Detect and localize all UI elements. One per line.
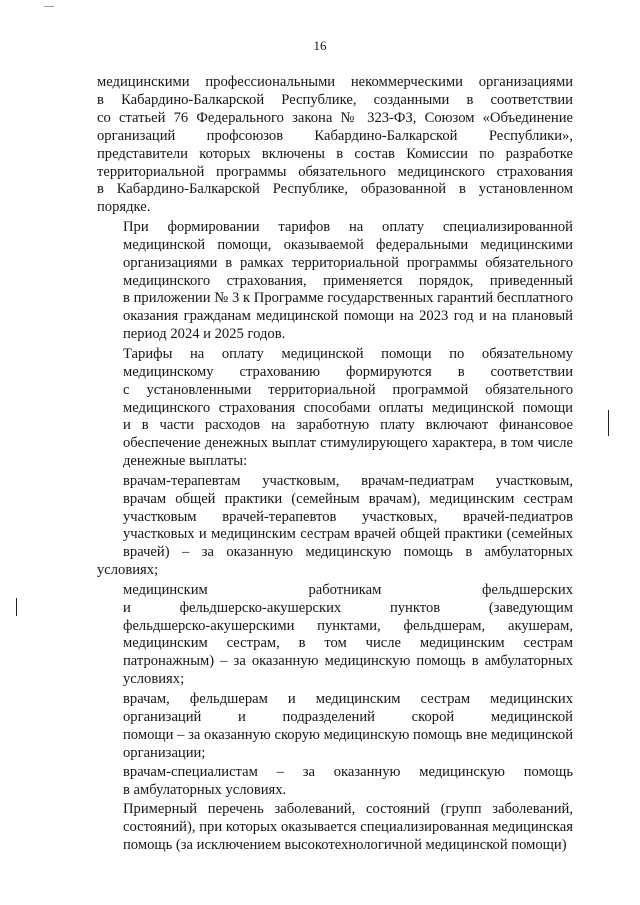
- text-line: врачей) – за оказанную медицинскую помощь в амбулаторных условиях;: [97, 544, 573, 579]
- text-line: врачам-терапевтам участковым, врачам-педиатрам участковым,: [123, 472, 573, 489]
- text-line: медицинскими профессиональными некоммерческими организациями: [97, 74, 573, 90]
- paragraph: [97, 801, 573, 855]
- paragraph: [97, 582, 573, 689]
- text-line: территориальной программы обязательного медицинского страхования: [97, 163, 573, 180]
- text-line: оказания гражданам медицинской помощи на 2023 год и на плановый: [123, 308, 573, 325]
- text-line: организациями в рамках территориальной программы обязательного: [123, 254, 573, 271]
- text-line: помощи – за оказанную скорую медицинскую помощь вне медицинской: [123, 726, 573, 743]
- scan-artifact-line: [44, 6, 54, 7]
- text-line: фельдшерско-акушерскими пунктами, фельдшерам, акушерам,: [123, 617, 573, 634]
- text-line: врачам, фельдшерам и медицинским сестрам медицинских: [123, 690, 573, 707]
- scan-artifact-line: [608, 410, 609, 436]
- text-line: Примерный перечень заболеваний, состояний (групп заболеваний,: [123, 801, 573, 818]
- text-line: Тарифы на оплату медицинской помощи по обязательному: [123, 345, 573, 362]
- text-line: период 2024 и 2025 годов.: [123, 326, 286, 343]
- text-line: со статьей 76 Федерального закона № 323-ФЗ, Союзом «Объединение: [97, 109, 573, 126]
- page-number: 16: [313, 38, 327, 53]
- text-line: участковым врачей-терапевтов участковых, врачей-педиатров: [123, 508, 573, 525]
- text-line: порядке.: [97, 199, 151, 216]
- paragraph: [97, 346, 573, 471]
- text-line: участковых и медицинским сестрам врачей общей практики (семейных: [123, 526, 573, 543]
- text-line: При формировании тарифов на оплату специализированной: [123, 218, 573, 235]
- text-line: и в части расходов на заработную плату включают финансовое: [123, 417, 573, 434]
- text-line: в Кабардино-Балкарской Республике, созданными в соответствии: [97, 91, 573, 108]
- text-line: условиях;: [123, 671, 185, 688]
- document-body: [97, 74, 573, 857]
- text-line: медицинского страхования способами оплаты медицинской помощи: [123, 399, 573, 416]
- paragraph: [97, 219, 573, 344]
- text-line: с установленными территориальной программой обязательного: [123, 381, 573, 398]
- text-line: состояний), при которых оказывается специализированная медицинская: [123, 819, 573, 836]
- paragraph: [97, 74, 573, 217]
- text-line: организаций и подразделений скорой медицинской: [123, 708, 573, 725]
- text-line: представители которых включены в состав Комиссии по разработке: [97, 145, 573, 162]
- text-line: медицинского страхования, применяется порядок, приведенный: [123, 272, 573, 289]
- text-line: медицинской помощи, оказываемой федеральными медицинскими: [123, 236, 573, 253]
- text-line: в амбулаторных условиях.: [123, 781, 287, 798]
- paragraph: [97, 764, 573, 800]
- text-line: в Кабардино-Балкарской Республике, образованной в установленном: [97, 181, 573, 198]
- text-line: патронажным) – за оказанную медицинскую помощь в амбулаторных: [123, 653, 573, 670]
- paragraph: [97, 473, 573, 580]
- text-line: обеспечение денежных выплат стимулирующего характера, в том числе: [123, 435, 573, 452]
- text-line: в приложении № 3 к Программе государственных гарантий бесплатного: [123, 290, 573, 307]
- text-line: организации;: [123, 744, 206, 761]
- scan-artifact-line: [16, 598, 17, 616]
- text-line: врачам общей практики (семейным врачам), медицинским сестрам: [123, 490, 573, 507]
- text-line: организаций профсоюзов Кабардино-Балкарской Республики»,: [97, 127, 573, 144]
- text-line: медицинским сестрам, в том числе медицинским сестрам: [123, 635, 573, 652]
- text-line: медицинскому страхованию формируются в соответствии: [123, 363, 573, 380]
- text-line: врачам-специалистам – за оказанную медицинскую помощь: [123, 764, 573, 780]
- text-line: денежные выплаты:: [123, 453, 248, 470]
- paragraph: [97, 691, 573, 763]
- text-line: помощь (за исключением высокотехнологичной медицинской помощи): [123, 837, 567, 854]
- text-line: медицинским работникам фельдшерских: [123, 581, 573, 598]
- text-line: и фельдшерско-акушерских пунктов (заведующим: [123, 599, 573, 616]
